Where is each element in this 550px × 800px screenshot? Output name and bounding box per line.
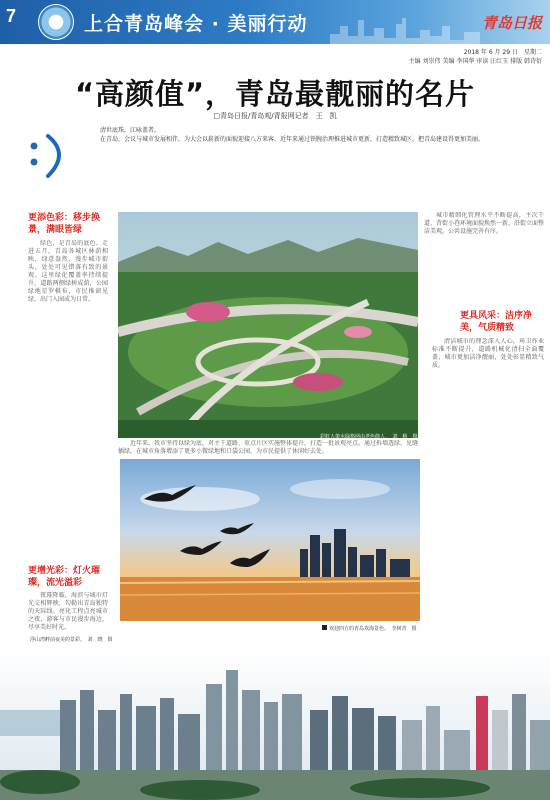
smiley-face-icon	[18, 126, 78, 186]
date-line: 2018 年 6 月 29 日 星期二 主编 刘崇伟 美编 李国华 审读 汪红玉 排版 韩诗衍	[408, 49, 542, 65]
article-column-4: 清洁城市的理念深入人心，环卫作业标准不断提升，道路机械化清扫全面覆盖，城市更加洁净靓丽，处处彰显精致气质。	[432, 338, 544, 369]
article-column-3: 城市精细化管理水平不断提高，主次干道、背街小巷环境面貌焕然一新，沿街立面整洁美观，公共设施完善有序。	[424, 212, 544, 235]
article-column-5: 夜幕降临，海滨与城市灯光交相辉映，勾勒出青岛独特的天际线。亮化工程点亮城市之夜，游客与市民漫步海边，尽享美好时光。	[28, 592, 108, 631]
section-title: 上合青岛峰会 · 美丽行动	[84, 13, 308, 35]
lead-text: 清世底珠，江咏盖者。 在青岛，会议与城市发展相伴，为大会以崭新的面貌迎接八方来客，近年来通过铁腕治理推进城市更新，打造精致城区，把青岛建设得更加美丽。	[100, 127, 485, 143]
page-number: 7	[6, 6, 17, 26]
photo1-caption: 彩虹人架水绿格网由老色绕人。 刘 稍 摄	[320, 434, 418, 440]
subhead-clean: 更具风采：洁序净美，气质精致	[460, 311, 533, 333]
article-column-2: 近年来，我市坚持以绿为底，对主干道路、重点片区实施整体提升，打造一批景观亮点。通过拆墙透绿、见缝插绿，在城市角落增添了更多小微绿地和口袋公园，为市民提供了休闲好去处。	[118, 440, 418, 455]
sco-logo-icon	[38, 4, 74, 40]
photo-city-skyline	[0, 650, 550, 800]
section-banner	[0, 0, 550, 44]
byline: □青岛日报/青岛观/青报网记者 王 凯	[213, 112, 337, 120]
newspaper-brand: 青岛日报	[481, 14, 542, 32]
photo2-caption: 欢迎四方的青岛欢海景色。 李树青 摄	[322, 625, 417, 632]
photo3-caption: 浮山湾畔前夜美的景彩。 刘 晓 摄	[30, 637, 113, 643]
subhead-lights: 更增光彩：灯火璀璨，流光溢彩	[28, 566, 101, 588]
photo-seagulls-sunset	[120, 459, 420, 621]
skyline-silhouette-icon	[330, 14, 480, 44]
photo-green-interchange	[118, 212, 418, 438]
article-column-1: 绿色，是青岛的底色。走进五月，青岛各城区林荫相映，绿意盎然，漫步城市街头，处处可见错落有致的景观。这里绿化覆盖率持续提升，道路两侧绿树成荫，公园绿地星罗棋布，市民推窗见绿、出门入园成为日常。	[28, 240, 108, 303]
subhead-green: 更添色彩：移步换景，满眼皆绿	[28, 213, 101, 235]
page-headline: “高颜值”，青岛最靓丽的名片	[74, 77, 476, 111]
